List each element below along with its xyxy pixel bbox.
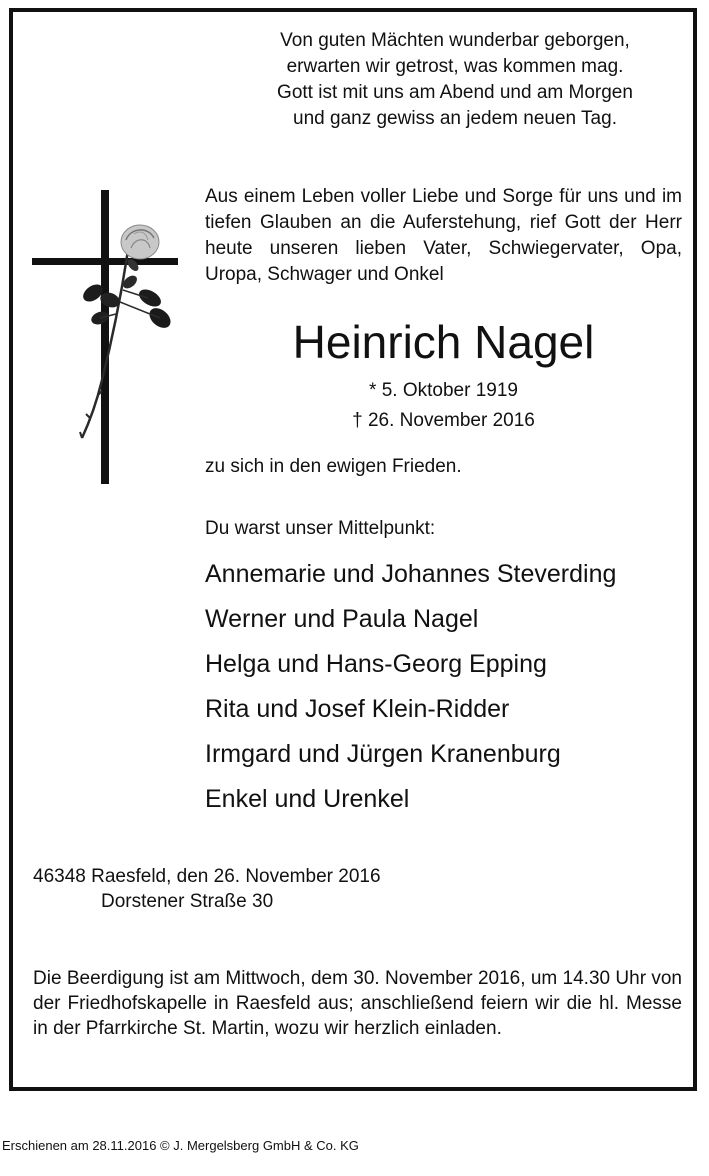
poem-line: Von guten Mächten wunderbar geborgen,	[280, 30, 630, 51]
publication-credit: Erschienen am 28.11.2016 © J. Mergelsberg GmbH & Co. KG	[2, 1138, 359, 1153]
family-member: Werner und Paula Nagel	[205, 605, 479, 633]
obituary-frame	[9, 8, 697, 1091]
birth-date: * 5. Oktober 1919	[369, 380, 518, 401]
poem	[205, 28, 705, 132]
center-text: Du warst unser Mittelpunkt:	[205, 518, 436, 539]
death-date: † 26. November 2016	[352, 410, 535, 431]
cross-with-rose-emblem	[30, 190, 180, 485]
family-member: Rita und Josef Klein-Ridder	[205, 695, 510, 723]
deceased-name: Heinrich Nagel	[292, 316, 595, 368]
street-address: Dorstener Straße 30	[101, 891, 274, 912]
family-member: Annemarie und Johannes Steverding	[205, 560, 617, 588]
family-member: Irmgard und Jürgen Kranenburg	[205, 740, 561, 768]
family-member: Helga und Hans-Georg Epping	[205, 650, 547, 678]
poem-line: und ganz gewiss an jedem neuen Tag.	[293, 108, 617, 129]
poem-line: Gott ist mit uns am Abend und am Morgen	[277, 82, 633, 103]
poem-line: erwarten wir getrost, was kommen mag.	[286, 56, 624, 77]
place-date: 46348 Raesfeld, den 26. November 2016	[33, 866, 381, 887]
life-dates	[205, 376, 682, 436]
intro-text: Aus einem Leben voller Liebe und Sorge für uns und im tiefen Glauben an die Auferstehung, rief Gott der Herr heute unseren lieben Vater, Schwiegervater, Opa, Uropa, Schwager und Onkel	[205, 186, 682, 285]
peace-text: zu sich in den ewigen Frieden.	[205, 456, 462, 477]
rose-icon	[80, 225, 174, 438]
family-list	[205, 552, 616, 822]
funeral-text: Die Beerdigung ist am Mittwoch, dem 30. November 2016, um 14.30 Uhr von der Friedhofskapelle in Raesfeld aus; anschließend feiern wir die hl. Messe in der Pfarrkirche St. Martin, wozu wir herzlich einladen.	[33, 968, 682, 1039]
family-member: Enkel und Urenkel	[205, 785, 410, 813]
